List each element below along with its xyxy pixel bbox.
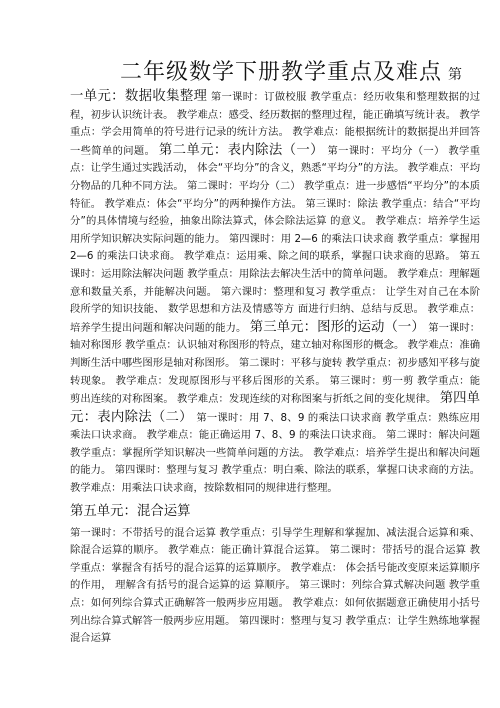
unit-1 [70, 88, 480, 498]
unit-2-heading: 第二单元：表内除法（一） [158, 142, 324, 158]
unit-1-text: 第一课时：订做校服 教学重点：经历收集和整理数据的过程，初步认识统计表。 教学难点：感受、经历数据的整理过程，能正确填写统计表。 教学重点：学会用简单的符号进行记录的统计方法。 教学难点：能根据统计的数据提出并回答一些简单的问题。 [70, 91, 481, 157]
unit-1-heading: 一单元：数据收集整理 [70, 89, 208, 104]
unit-3-heading: 第三单元：图形的运动（一） [249, 319, 425, 335]
unit-2-intro: 第一课时：平均分（一） [327, 144, 445, 157]
unit-2-text: 教学重点：让学生通过实践活动， 体会“平均分”的含义，熟悉“平均分”的方法。 教学难点：平均分物品的几种不同方法。 第二课时：平均分（二） 教学重点：进一步感悟“平均分”的本质特征。 教学难点：体会“平均分”的两种操作方法。 第三课时：除法 教学重点：结合“平均分”的具体情境与经验，抽象出除法算式，体会除法运算 的意义。 教学难点：培养学生运用所学知识解决实际问题的能力。 第四课时：用 2—6 的乘法口诀求商 教学重点：掌握用 2—6 的乘法口诀求商。 教学难点：运用乘、除之间的联系，掌握口诀求商的思路。 第五课时：运用除法解决问题 教学重点：用除法去解决生活中的简单问题。 教学难点：理解题意和数量关系，并能解决问题。 第六课时：整理和复习 教学重点： 让学生对自己在本阶段所学的知识技能、 数学思想和方法及情感等方 面进行归纳、总结与反思。 教学难点：培养学生提出问题和解决问题的能力。 [70, 144, 480, 334]
unit-5-text: 第一课时：不带括号的混合运算 教学重点：引导学生理解和掌握加、减法混合运算和乘、除混合运算的顺序。 教学难点：能正确计算混合运算。 第二课时：带括号的混合运算 教学重点：掌握含有括号的混合运算的运算顺序。 教学难点： 体会括号能改变原来运算顺序的作用， 理解含有括号的混合运算的运 算顺序。 第三课时：列综合算式解决问题 教学重点：如何列综合算式正确解答一般两步应用题。 教学难点：如何依据题意正确使用小括号列出综合算式解答一般两步应用题。 第四课时：整理与复习 教学重点：让学生熟练地掌握混合运算 [70, 526, 480, 645]
title-tail: 第 [448, 67, 463, 83]
page-title: 二年级数学下册教学重点及难点 [120, 60, 443, 85]
content-flow [70, 88, 480, 648]
unit-5-heading: 第五单元：混合运算 [70, 503, 191, 519]
title-row [70, 0, 480, 88]
unit-4-text: 第一课时：用 7、8、9 的乘法口诀求商 教学重点：熟练应用乘法口诀求商。 教学难点：能正确运用 7、8、9 的乘法口诀求商。 第二课时：解决问题 教学重点：掌握所学知识解决一些简单问题的方法。 教学难点：培养学生提出和解决问题的能力。 第四课时：整理与复习 教学重点：明白乘、除法的联系，掌握口诀求商的方法。 教学难点：用乘法口诀求商，按除数相同的规律进行整理。 [70, 411, 480, 495]
unit-4-heading: 第四单元：表内除法（二） [70, 391, 481, 425]
unit-3-text: 第一课时：轴对称图形 教学重点：认识轴对称图形的特点，建立轴对称图形的概念。 教学难点：准确判断生活中哪些图形是轴对称图形。 第二课时：平移与旋转 教学重点：初步感知平移与旋转现象。 教学难点：发现原图形与平移后图形的关系。 第三课时：剪一剪 教学重点：能剪出连续的对称图案。 教学难点：发现连续的对称图案与折纸之间的变化规律。 [70, 321, 481, 406]
